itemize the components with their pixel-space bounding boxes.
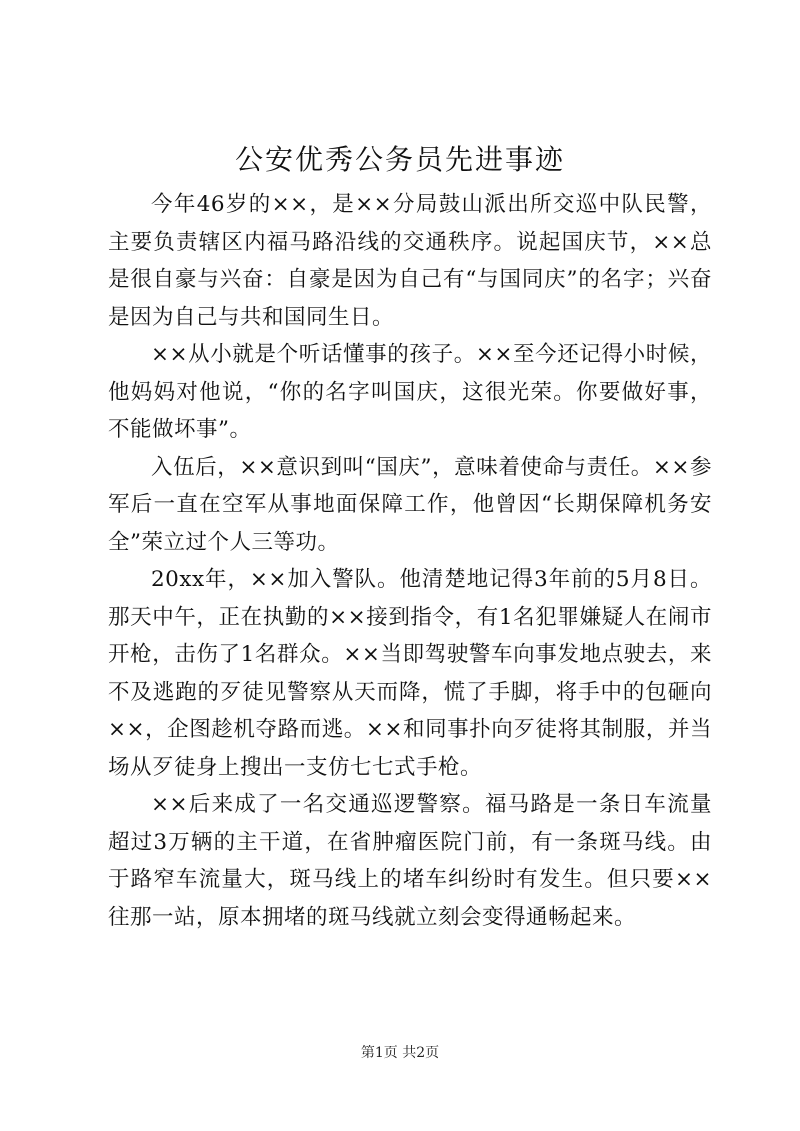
paragraph-3: 入伍后，××意识到叫“国庆”，意味着使命与责任。××参军后一直在空军从事地面保障工作，他曾因“长期保障机务安全”荣立过个人三等功。	[108, 454, 712, 555]
document-title: 公安优秀公务员先进事迹	[234, 143, 565, 176]
document-body	[108, 186, 712, 936]
paragraph-4: 20xx年，××加入警队。他清楚地记得3年前的5月8日。那天中午，正在执勤的××接到指令，有1名犯罪嫌疑人在闹市开枪，击伤了1名群众。××当即驾驶警车向事发地点驶去，来不及逃跑的歹徒见警察从天而降，慌了手脚，将手中的包砸向××，企图趁机夺路而逃。××和同事扑向歹徒将其制服，并当场从歹徒身上搜出一支仿七七式手枪。	[108, 567, 712, 780]
paragraph-1: 今年46岁的××，是××分局鼓山派出所交巡中队民警，主要负责辖区内福马路沿线的交通秩序。说起国庆节，××总是很自豪与兴奋：自豪是因为自己有“与国同庆”的名字；兴奋是因为自己与共和国同生日。	[108, 192, 712, 330]
page-footer: 第1页 共2页	[360, 1045, 440, 1061]
paragraph-5: ××后来成了一名交通巡逻警察。福马路是一条日车流量超过3万辆的主干道，在省肿瘤医院门前，有一条斑马线。由于路窄车流量大，斑马线上的堵车纠纷时有发生。但只要××往那一站，原本拥堵的斑马线就立刻会变得通畅起来。	[108, 792, 712, 930]
paragraph-2: ××从小就是个听话懂事的孩子。××至今还记得小时候，他妈妈对他说，“你的名字叫国庆，这很光荣。你要做好事，不能做坏事”。	[108, 342, 712, 442]
